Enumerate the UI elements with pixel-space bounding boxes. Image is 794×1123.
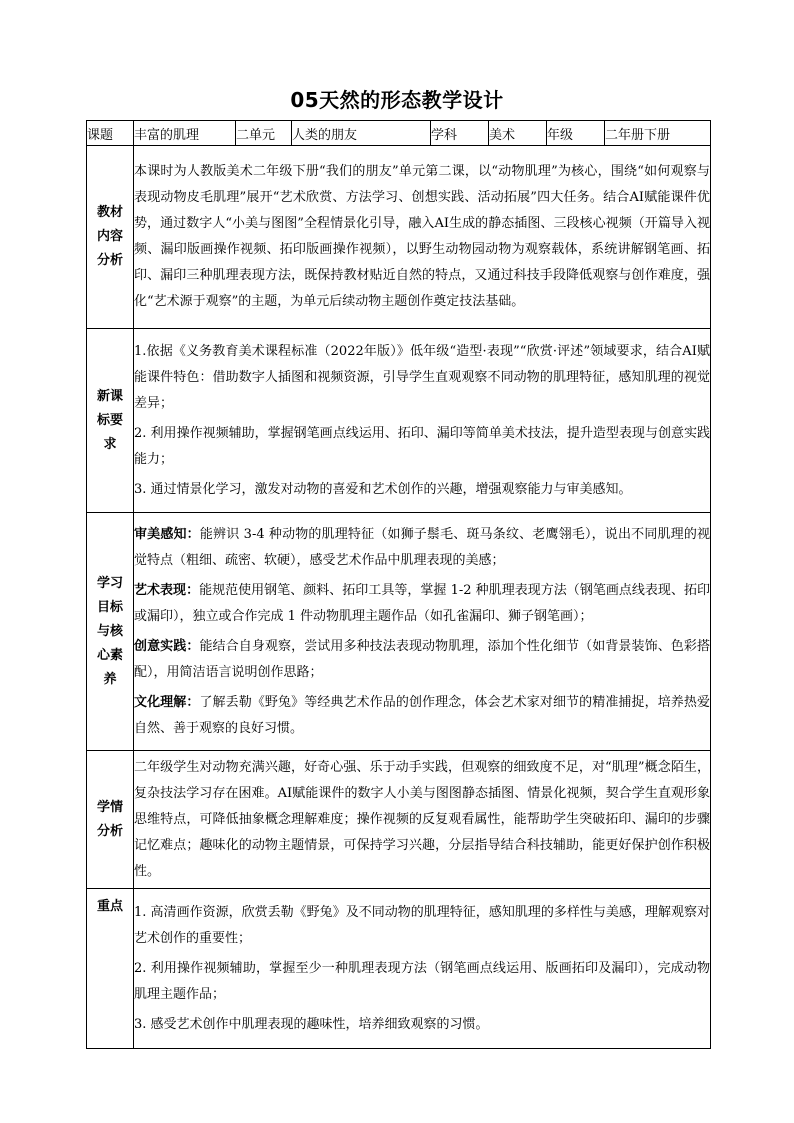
grade-label: 年级 <box>547 121 605 146</box>
key-points-row <box>87 889 711 1049</box>
course-value: 丰富的肌理 <box>134 121 236 146</box>
page-title: 05天然的形态教学设计 <box>290 88 504 112</box>
standards-item-3: 3. 通过情景化学习，激发对动物的喜爱和艺术创作的兴趣，增强观察能力与审美感知。 <box>134 481 632 497</box>
objectives-content <box>134 513 711 751</box>
key-point-1: 1. 高清画作资源，欣赏丢勒《野兔》及不同动物的肌理特征，感知肌理的多样性与美感，理解观察对艺术创作的重要性； <box>134 904 710 946</box>
lesson-plan-table <box>86 120 711 1049</box>
standards-content <box>134 329 711 513</box>
key-point-3: 3. 感受艺术创作中肌理表现的趣味性，培养细致观察的习惯。 <box>134 1016 489 1032</box>
header-row <box>87 121 711 146</box>
objective-creative: 创意实践：能结合自身观察，尝试用多种技法表现动物肌理，添加个性化细节（如背景装饰、色彩搭配），用简洁语言说明创作思路； <box>134 638 710 680</box>
standards-item-1: 1.依据《义务教育美术课程标准（2022年版）》低年级“造型·表现”“欣赏·评述”领域要求，结合AI赋能课件特色：借助数字人插图和视频资源，引导学生直观观察不同动物的肌理特征，感知肌理的视觉差异； <box>134 343 710 411</box>
student-analysis-content: 二年级学生对动物充满兴趣，好奇心强、乐于动手实践，但观察的细致度不足，对“肌理”概念陌生，复杂技法学习存在困难。AI赋能课件的数字人小美与图图静态插图、情景化视频，契合学生直观形象思维特点，可降低抽象概念理解难度；操作视频的反复观看属性，能帮助学生突破拓印、漏印的步骤记忆难点；趣味化的动物主题情景，可保持学习兴趣，分层指导结合科技辅助，能更好保护创作积极性。 <box>134 751 711 889</box>
textbook-analysis-row <box>87 146 711 329</box>
unit-cell: 二单元 <box>236 121 292 146</box>
student-analysis-label: 学情分析 <box>87 751 134 889</box>
key-points-label: 重点 <box>87 889 134 1049</box>
objective-culture: 文化理解：了解丢勒《野兔》等经典艺术作品的创作理念，体会艺术家对细节的精准捕捉，培养热爱自然、善于观察的良好习惯。 <box>134 694 710 736</box>
course-label: 课题 <box>87 121 134 146</box>
textbook-analysis-label: 教材内容分析 <box>87 146 134 329</box>
objective-aesthetic: 审美感知：能辨识 3-4 种动物的肌理特征（如狮子鬃毛、斑马条纹、老鹰翎毛），说出不同肌理的视觉特点（粗细、疏密、软硬），感受艺术作品中肌理表现的美感； <box>134 526 710 568</box>
objectives-label: 学习目标与核心素养 <box>87 513 134 751</box>
objective-art: 艺术表现：能规范使用钢笔、颜料、拓印工具等，掌握 1-2 种肌理表现方法（钢笔画点线表现、拓印或漏印），独立或合作完成 1 件动物肌理主题作品（如孔雀漏印、狮子钢笔画）； <box>134 582 710 624</box>
grade-value: 二年册下册 <box>605 121 711 146</box>
textbook-analysis-content: 本课时为人教版美术二年级下册“我们的朋友”单元第二课，以“动物肌理”为核心，围绕“如何观察与表现动物皮毛肌理”展开“艺术欣赏、方法学习、创想实践、活动拓展”四大任务。结合AI赋能课件优势，通过数字人“小美与图图”全程情景化引导，融入AI生成的静态插图、三段核心视频（开篇导入视频、漏印版画操作视频、拓印版画操作视频），以野生动物园动物为观察载体，系统讲解钢笔画、拓印、漏印三种肌理表现方法，既保持教材贴近自然的特点，又通过科技手段降低观察与创作难度，强化“艺术源于观察”的主题，为单元后续动物主题创作奠定技法基础。 <box>134 146 711 329</box>
objectives-row <box>87 513 711 751</box>
standards-label: 新课标要求 <box>87 329 134 513</box>
standards-item-2: 2. 利用操作视频辅助，掌握钢笔画点线运用、拓印、漏印等简单美术技法，提升造型表现与创意实践能力； <box>134 425 710 467</box>
standards-row <box>87 329 711 513</box>
subject-value: 美术 <box>489 121 547 146</box>
unit-name-cell: 人类的朋友 <box>292 121 431 146</box>
student-analysis-row <box>87 751 711 889</box>
key-points-content <box>134 889 711 1049</box>
key-point-2: 2. 利用操作视频辅助，掌握至少一种肌理表现方法（钢笔画点线运用、版画拓印及漏印），完成动物肌理主题作品； <box>134 960 710 1002</box>
subject-label: 学科 <box>431 121 489 146</box>
